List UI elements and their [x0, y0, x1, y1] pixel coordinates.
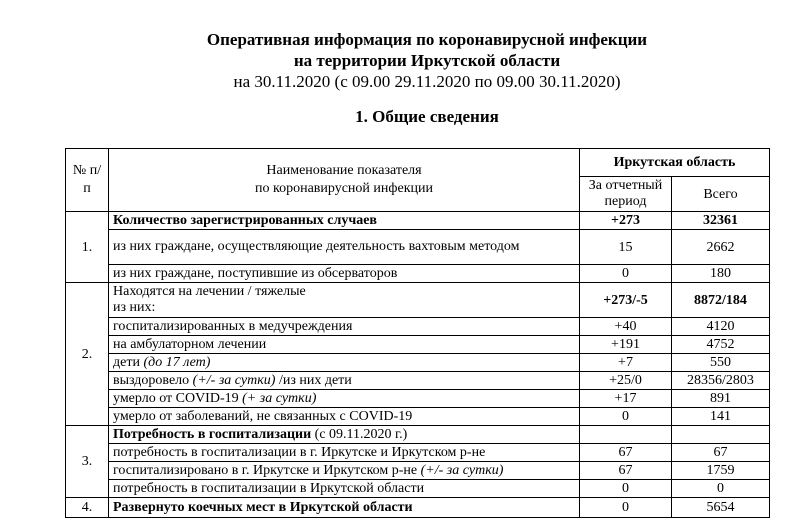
- row-label: [109, 390, 580, 408]
- row-total-value: 32361: [672, 212, 770, 230]
- row-period-value: +273: [580, 212, 672, 230]
- table-row: [66, 462, 770, 480]
- row-period-value: 67: [580, 444, 672, 462]
- row-total-value: 67: [672, 444, 770, 462]
- row-label: [109, 372, 580, 390]
- row-label-text: выздоровело: [113, 373, 193, 388]
- row-period-value: [580, 426, 672, 444]
- row-total-value: 141: [672, 408, 770, 426]
- table-row: [66, 230, 770, 265]
- row-total-value: 0: [672, 480, 770, 498]
- row-label-text: умерло от COVID-19: [113, 391, 243, 406]
- table-row: [66, 336, 770, 354]
- row-label: [109, 283, 580, 318]
- section-title: 1. Общие сведения: [355, 107, 499, 126]
- row-period-value: +7: [580, 354, 672, 372]
- row-period-value: +17: [580, 390, 672, 408]
- table-row: [66, 408, 770, 426]
- row-total-value: 180: [672, 265, 770, 283]
- table-row: [66, 265, 770, 283]
- row-group-number: 2.: [66, 283, 109, 426]
- table-row: [66, 480, 770, 498]
- table-row: [66, 212, 770, 230]
- row-label-bold: Потребность в госпитализации: [113, 427, 312, 442]
- row-label-italic: (+ за сутки): [242, 391, 317, 406]
- row-total-value: 5654: [672, 498, 770, 518]
- row-total-value: 1759: [672, 462, 770, 480]
- row-period-value: 67: [580, 462, 672, 480]
- doc-date-line: на 30.11.2020 (с 09.00 29.11.2020 по 09.00 30.11.2020): [233, 72, 621, 91]
- col-header-name-l1: Наименование показателя: [266, 163, 422, 178]
- row-total-value: 2662: [672, 230, 770, 265]
- row-period-value: 0: [580, 265, 672, 283]
- row-total-value: 4120: [672, 318, 770, 336]
- col-header-region: Иркутская область: [580, 149, 770, 177]
- row-total-value: 8872/184: [672, 283, 770, 318]
- col-header-name-l2: по коронавирусной инфекции: [255, 181, 433, 196]
- row-label-text: дети: [113, 355, 144, 370]
- col-header-num: № п/п: [66, 149, 109, 212]
- row-label-tail: /из них дети: [275, 373, 352, 388]
- row-total-value: 28356/2803: [672, 372, 770, 390]
- row-group-number: 1.: [66, 212, 109, 283]
- row-label-text: госпитализировано в г. Иркутске и Иркутском р-не: [113, 463, 421, 478]
- row-period-value: 15: [580, 230, 672, 265]
- table-row: [66, 372, 770, 390]
- row-period-value: 0: [580, 408, 672, 426]
- row-label: [109, 426, 580, 444]
- row-label: потребность в госпитализации в Иркутской области: [109, 480, 580, 498]
- col-header-name: [109, 149, 580, 212]
- row-label-italic: (+/- за сутки): [420, 463, 504, 478]
- row-total-value: [672, 426, 770, 444]
- col-header-period: За отчетный период: [580, 177, 672, 212]
- row-total-value: 550: [672, 354, 770, 372]
- row-period-value: +191: [580, 336, 672, 354]
- table-row: [66, 444, 770, 462]
- table-row: [66, 354, 770, 372]
- row-label: [109, 462, 580, 480]
- row-label-italic: (+/- за сутки): [192, 373, 276, 388]
- row-period-value: +40: [580, 318, 672, 336]
- row-period-value: +273/-5: [580, 283, 672, 318]
- row-total-value: 4752: [672, 336, 770, 354]
- row-label-main: Находятся на лечении / тяжелые: [113, 284, 306, 299]
- row-label-italic: (до 17 лет): [143, 355, 211, 370]
- row-label-sub: из них:: [113, 300, 156, 315]
- row-period-value: 0: [580, 480, 672, 498]
- table-row: [66, 390, 770, 408]
- covid-info-table: [65, 148, 770, 518]
- table-row: [66, 498, 770, 518]
- row-total-value: 891: [672, 390, 770, 408]
- row-label: Развернуто коечных мест в Иркутской области: [109, 498, 580, 518]
- table-row: [66, 426, 770, 444]
- row-label: госпитализированных в медучреждения: [109, 318, 580, 336]
- row-label: умерло от заболеваний, не связанных с COVID-19: [109, 408, 580, 426]
- table-row: [66, 283, 770, 318]
- doc-title-line2: на территории Иркутской области: [293, 51, 561, 70]
- row-label: из них граждане, осуществляющие деятельность вахтовым методом: [109, 230, 580, 265]
- row-period-value: +25/0: [580, 372, 672, 390]
- row-group-number: 3.: [66, 426, 109, 498]
- row-label: потребность в госпитализации в г. Иркутске и Иркутском р-не: [109, 444, 580, 462]
- table-row: [66, 318, 770, 336]
- row-label: из них граждане, поступившие из обсерваторов: [109, 265, 580, 283]
- row-label: на амбулаторном лечении: [109, 336, 580, 354]
- doc-title-line1: Оперативная информация по коронавирусной инфекции: [206, 30, 648, 49]
- row-label: [109, 354, 580, 372]
- row-label: Количество зарегистрированных случаев: [109, 212, 580, 230]
- row-label-tail: (с 09.11.2020 г.): [311, 427, 408, 442]
- col-header-total: Всего: [672, 177, 770, 212]
- row-period-value: 0: [580, 498, 672, 518]
- row-group-number: 4.: [66, 498, 109, 518]
